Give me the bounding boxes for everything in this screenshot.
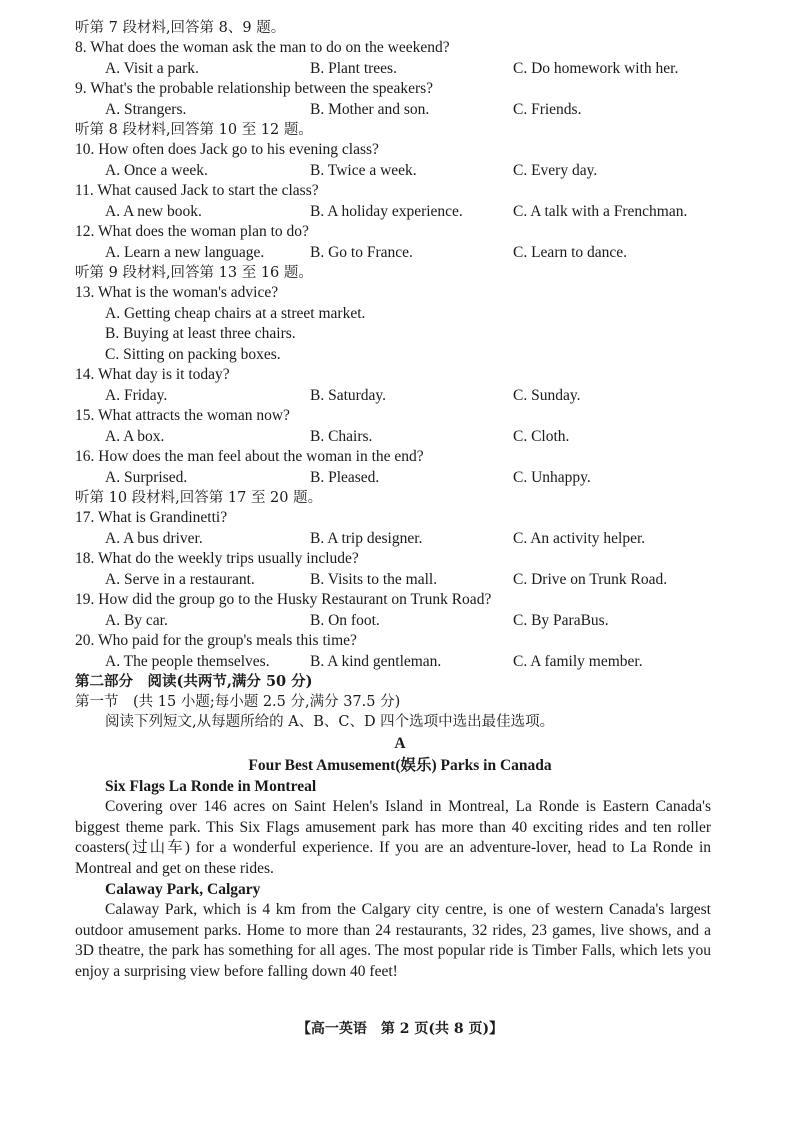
part-two-header: 第二部分 阅读(共两节,满分 50 分) <box>75 673 313 690</box>
q8-option-c: C. Do homework with her. <box>513 60 679 77</box>
paragraph-la-ronde <box>75 797 711 879</box>
question-12: 12. What does the woman plan to do? <box>75 223 309 240</box>
q12-option-b: B. Go to France. <box>310 244 413 261</box>
q14-option-b: B. Saturday. <box>310 387 387 404</box>
q14-option-a: A. Friday. <box>105 387 168 404</box>
q16-option-c: C. Unhappy. <box>513 469 591 486</box>
q13-option-b: B. Buying at least three chairs. <box>105 325 296 342</box>
q11-option-a: A. A new book. <box>105 203 202 220</box>
question-11: 11. What caused Jack to start the class? <box>75 182 319 199</box>
q12-option-c: C. Learn to dance. <box>513 244 628 261</box>
instructions: 阅读下列短文,从每题所给的 A、B、C、D 四个选项中选出最佳选项。 <box>105 714 555 730</box>
question-10: 10. How often does Jack go to his evening class? <box>75 141 379 158</box>
q9-option-c: C. Friends. <box>513 101 582 118</box>
material-8-header: 听第 8 段材料,回答第 10 至 12 题。 <box>75 122 313 138</box>
question-20: 20. Who paid for the group's meals this time? <box>75 632 357 649</box>
q15-option-a: A. A box. <box>105 428 165 445</box>
q17-option-c: C. An activity helper. <box>513 530 646 547</box>
q17-option-b: B. A trip designer. <box>310 530 423 547</box>
q19-option-b: B. On foot. <box>310 612 380 629</box>
q8-option-b: B. Plant trees. <box>310 60 397 77</box>
q20-option-c: C. A family member. <box>513 653 643 670</box>
heading-calaway-park: Calaway Park, Calgary <box>105 881 261 898</box>
q10-option-a: A. Once a week. <box>105 162 208 179</box>
question-17: 17. What is Grandinetti? <box>75 509 228 526</box>
paragraph-la-ronde-text: Covering over 146 acres on Saint Helen's Island in Montreal, La Ronde is Eastern Canada's biggest theme park. This Six Flags amusement park has more than 40 exciting rides and ten roller coasters(过山车) for a wonderful experience. If you are an adventure-lover, head to La Ronde in Montreal and get on these rides. <box>75 798 711 877</box>
q10-option-b: B. Twice a week. <box>310 162 417 179</box>
q20-option-a: A. The people themselves. <box>105 653 270 670</box>
q13-option-c: C. Sitting on packing boxes. <box>105 346 281 363</box>
paragraph-calaway-park-text: Calaway Park, which is 4 km from the Calgary city centre, is one of western Canada's largest outdoor amusement parks. Home to more than 24 restaurants, 32 rides, 23 games, live shows, and a 3D theatre, the park has something for all ages. The most popular ride is Timber Falls, which lets you enjoy a surprising view before falling down 40 feet! <box>75 901 711 980</box>
q11-option-c: C. A talk with a Frenchman. <box>513 203 688 220</box>
q15-option-c: C. Cloth. <box>513 428 570 445</box>
q14-option-c: C. Sunday. <box>513 387 581 404</box>
page-footer: 【高一英语 第 2 页(共 8 页)】 <box>296 1021 504 1037</box>
q8-option-a: A. Visit a park. <box>105 60 199 77</box>
q15-option-b: B. Chairs. <box>310 428 373 445</box>
question-9: 9. What's the probable relationship between the speakers? <box>75 80 434 97</box>
passage-letter: A <box>394 735 406 752</box>
q16-option-b: B. Pleased. <box>310 469 380 486</box>
q12-option-a: A. Learn a new language. <box>105 244 265 261</box>
q19-option-c: C. By ParaBus. <box>513 612 609 629</box>
question-13: 13. What is the woman's advice? <box>75 284 279 301</box>
q16-option-a: A. Surprised. <box>105 469 188 486</box>
material-9-header: 听第 9 段材料,回答第 13 至 16 题。 <box>75 265 313 281</box>
q18-option-a: A. Serve in a restaurant. <box>105 571 255 588</box>
q11-option-b: B. A holiday experience. <box>310 203 463 220</box>
q17-option-a: A. A bus driver. <box>105 530 203 547</box>
question-8: 8. What does the woman ask the man to do on the weekend? <box>75 39 450 56</box>
q13-option-a: A. Getting cheap chairs at a street market. <box>105 305 366 322</box>
q18-option-b: B. Visits to the mall. <box>310 571 438 588</box>
material-10-header: 听第 10 段材料,回答第 17 至 20 题。 <box>75 490 323 506</box>
heading-la-ronde: Six Flags La Ronde in Montreal <box>105 778 317 795</box>
paragraph-calaway-park <box>75 900 711 982</box>
q18-option-c: C. Drive on Trunk Road. <box>513 571 668 588</box>
material-7-header: 听第 7 段材料,回答第 8、9 题。 <box>75 20 286 36</box>
q9-option-b: B. Mother and son. <box>310 101 430 118</box>
subsection-header: 第一节 (共 15 小题;每小题 2.5 分,满分 37.5 分) <box>75 694 401 710</box>
question-18: 18. What do the weekly trips usually include? <box>75 550 359 567</box>
passage-title: Four Best Amusement(娱乐) Parks in Canada <box>248 757 552 774</box>
question-16: 16. How does the man feel about the woman in the end? <box>75 448 424 465</box>
q9-option-a: A. Strangers. <box>105 101 187 118</box>
q10-option-c: C. Every day. <box>513 162 598 179</box>
question-14: 14. What day is it today? <box>75 366 230 383</box>
question-15: 15. What attracts the woman now? <box>75 407 290 424</box>
q19-option-a: A. By car. <box>105 612 168 629</box>
question-19: 19. How did the group go to the Husky Restaurant on Trunk Road? <box>75 591 492 608</box>
q20-option-b: B. A kind gentleman. <box>310 653 442 670</box>
